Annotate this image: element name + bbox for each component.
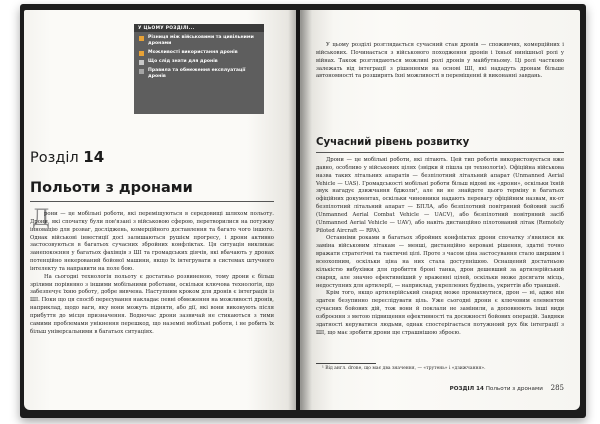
page-number: 285 [550,384,564,392]
footnote-divider [316,363,376,364]
footer-chapter: РОЗДІЛ 14 [449,386,484,392]
paragraph: Крім того, якщо артилерійський снаряд може промахнутися, дрон — ні, адже він здатен безупинно переслідувати ціль. Уже сьогодні дрони є ключовим елементом сучасних бойових дій, тож вони й поклали не замінили, а доповнюють інші види озброєння з метою підвищення ефективності та досяжності бойових операцій. Завдяки здатності керуватися людьми, однак спостерігається потужноий рух бік інтеграції з ШІ, що має зробити дрони ще страшнішою зброєю. [316,290,564,336]
chapter-label [30,148,104,166]
in-this-chapter-list [134,32,264,80]
paragraph: рони — це мобільні роботи, які переміщуються в середовищі шляхом польоту. Дрони, які спочатку були пов'язані з військовою сферою, перетворилися на потужну інновацію для розваг, досліджень, комерційного доставлення та багато чого іншого. Однак військові інвестиції досі залишаються рушієм прогресу, і дрони активно застосовуються в багатьох сучасних збройних конфліктах. Ця ситуація викликає занепокоєння у багатьох фахівців з ШІ та громадських діячів, які вбачають у дронах потенційно некерований бойової машини, якщо їх інтегрувати в системах штучного інтелекту та направити на поле бою. [30,211,274,272]
paragraph: У цьому розділі розглядається сучасний стан дронів — споживчих, комерційних і військових. Починається з військового походження дронів і їхньої нинішньої ролі у війнах. Також розглядаються можливі ролі дронів у майбутньому. Ці ролі частково залежать від інтеграції з рішеннями на основі ШІ, які нададуть дронам більше автономності та розширять їхні можливості в переміщенні й виконанні завдань. [316,42,564,80]
page-footer [400,384,564,392]
in-this-chapter-item-label: Різниця між військовими та цивільними дронами [148,35,254,46]
in-this-chapter-item [139,68,259,80]
in-this-chapter-item-label: Можливості використання дронів [148,50,238,55]
chapter-word: Розділ [30,150,79,166]
square-bullet-icon [139,69,144,74]
section-heading: Сучасний рівень розвитку [316,137,470,148]
in-this-chapter-item [139,35,259,47]
in-this-chapter-item [139,50,259,56]
left-body-text [30,211,274,337]
square-bullet-icon [139,60,144,65]
chapter-number: 14 [83,148,105,166]
spine-shadow [288,10,312,410]
title-divider [30,201,274,202]
section-divider [316,152,564,153]
square-bullet-icon [139,36,144,41]
in-this-chapter-box [134,24,264,114]
square-bullet-icon [139,51,144,56]
chapter-intro [316,42,564,81]
in-this-chapter-item-label: Що слід знати для дронів [148,59,218,64]
footer-title: Польоти з дронами [485,386,543,392]
right-body-text [316,157,564,337]
paragraph: На сьогодні технологія польоту є достатньо розвиненою, тому дрони є більш зрілими порівняно з іншими мобільними роботами, оскільки ключова технологія, що забезпечує їхню роботу, добре вивчена. Наступним кроком для дронів є інтеграція із ШІ. Поки що ця спосіб пересування накладає певні обмеження на можливості дронів, наприклад, щодо ваги, яку вони можуть підняти, або дії, які вони виконують після прибуття до місця призначення. Водночас дрони зазвичай не стикаються з тими самими проблемами унікнення перешкод, що наземні мобільні роботи, і не робить їх більш універсальними в багатьох ситуаціях. [30,273,274,335]
in-this-chapter-item [139,59,259,65]
footnote: ¹ Від англ. drone, що має два значення, — «трутень» і «дзижчання». [322,366,486,371]
in-this-chapter-item-label: Правила та обмеження експлуатації дронів [148,68,246,79]
drop-cap: Д [32,206,50,231]
paragraph: Дрони — це мобільні роботи, які літають. Цей тип роботів використовується вже давно, особливо у військових цілях (звідки й пішла ця технологія). Офіційна військова назва таких літальних апаратів — безпілотний літальний апарат (Unmanned Aerial Vehicle — UAS). Громадськості мобільні роботи більш відомі як «дрони», оскільки їхній звук нагадує дзижчання бджоли¹, але ви не знайдете цього терміну в багатьох офіційних документах, оскільки чиновники надають перевагу офіційним назвам, як-от безпілотний літальний апарат — БПЛА, або безпілотний повітряний бойовий засіб (Unmanned Aerial Combat Vehicle — UACV), або безпілотний повітряний засіб (Unmanned Aerial Vehicle — UAV), або навіть дистанційно пілотований літак (Remotely Piloted Aircraft — RPA). [316,157,564,234]
chapter-title: Польоти з дронами [30,180,193,196]
paragraph: Останніми роками в багатьох збройних конфліктах дрони спочатку з'явилися як заміна військовим літакам — меншi, дистанційно керовані рішення, здатні точно вражати стратегічні та тактичні цілі. Проте з часом ціна застосування стало ширшим і всеохопним, оскільки ціна на них стала доступнішою. Оснащений достатньою кількістю вибухівки для пробиття броні танка, дрон дешевший за артилерійський снаряд, але значно ефективніший у враженні цілей, оскільки може досягати місць, недоступних для артилерії, — наприклад, укреплених будівель, укриттів або траншей. [316,235,564,289]
in-this-chapter-heading: У ЦЬОМУ РОЗДІЛІ... [134,24,264,32]
